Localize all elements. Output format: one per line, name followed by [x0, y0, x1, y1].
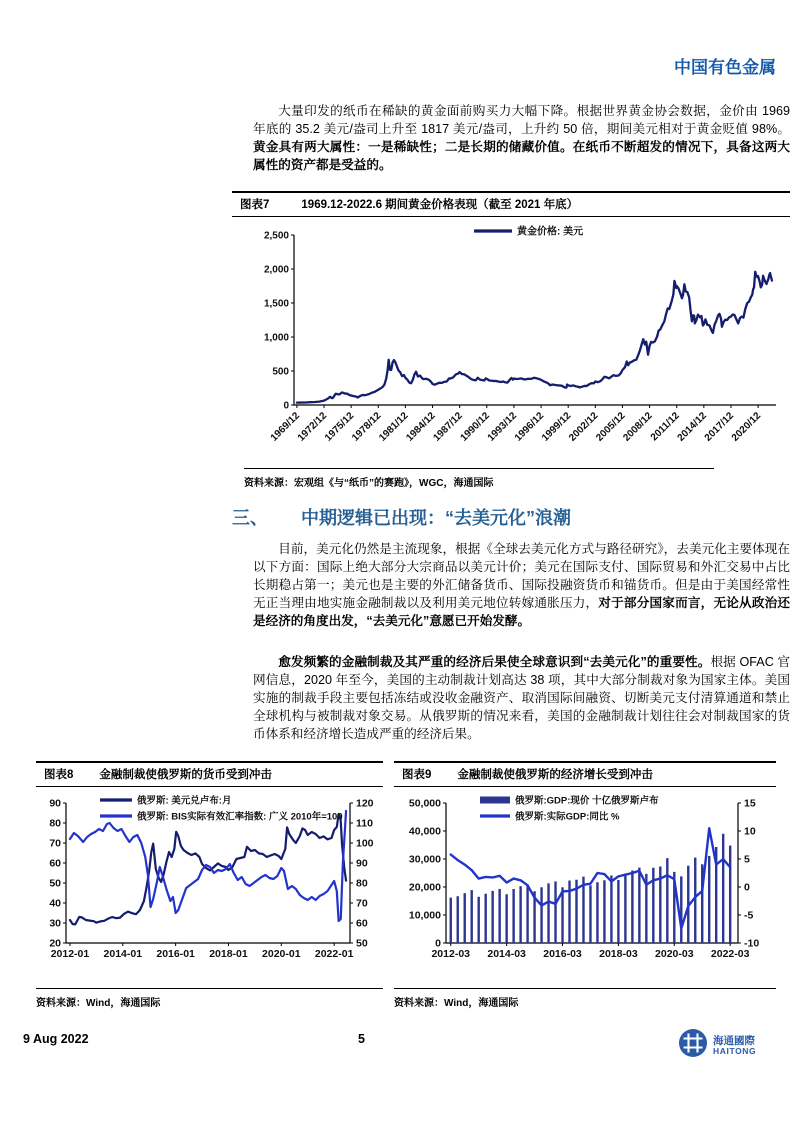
- svg-text:2012-01: 2012-01: [50, 948, 90, 960]
- haitong-logo-text-cn: 海通國際: [713, 1034, 755, 1047]
- svg-text:俄罗斯:GDP:现价 十亿俄罗斯卢布: 俄罗斯:GDP:现价 十亿俄罗斯卢布: [515, 795, 659, 807]
- figure-9-source: 资料来源：Wind，海通国际: [394, 988, 776, 1009]
- footer-date: 9 Aug 2022: [23, 1032, 89, 1046]
- svg-text:0: 0: [283, 400, 289, 412]
- svg-text:30,000: 30,000: [408, 853, 441, 866]
- svg-text:2014-01: 2014-01: [103, 948, 143, 960]
- svg-text:2016-01: 2016-01: [156, 948, 195, 960]
- svg-text:1969/12: 1969/12: [268, 410, 303, 444]
- svg-text:80: 80: [356, 877, 368, 890]
- svg-text:40,000: 40,000: [408, 825, 441, 838]
- ruble-fx-chart: [36, 791, 383, 986]
- svg-text:10: 10: [744, 825, 756, 838]
- paragraph-gold-intro: 大量印发的纸币在稀缺的黄金面前购买力大幅下降。根据世界黄金协会数据，金价由 1969 年底的 35.2 美元/盎司上升至 1817 美元/盎司，上升约 50 倍，期间美元相对于黄金贬值 98%。黄金具有两大属性：一是稀缺性；二是长期的储藏价值。在纸币不断超发的情况下，具备这两大属性的资产都是受益的。: [253, 104, 790, 172]
- svg-text:70: 70: [356, 897, 368, 910]
- svg-text:-10: -10: [744, 937, 760, 950]
- svg-text:2016-03: 2016-03: [543, 948, 582, 960]
- svg-text:20: 20: [49, 937, 61, 950]
- figure-8-source: 资料来源：Wind，海通国际: [36, 988, 383, 1009]
- svg-text:2012-03: 2012-03: [431, 948, 471, 960]
- figure-7-caption: [232, 191, 790, 217]
- svg-text:1984/12: 1984/12: [404, 410, 438, 444]
- section-title: 中期逻辑已出现：“去美元化”浪潮: [301, 508, 571, 528]
- svg-text:20,000: 20,000: [408, 881, 441, 894]
- svg-text:1,000: 1,000: [263, 332, 289, 344]
- russia-gdp-chart: [394, 791, 776, 986]
- svg-text:2014-03: 2014-03: [487, 948, 526, 960]
- figure-8-title: 金融制裁使俄罗斯的货币受到冲击: [99, 769, 272, 781]
- svg-text:50: 50: [356, 937, 368, 950]
- svg-text:2020-01: 2020-01: [262, 948, 301, 960]
- svg-text:2,000: 2,000: [263, 264, 289, 276]
- svg-text:俄罗斯: 美元兑卢布:月: 俄罗斯: 美元兑卢布:月: [137, 795, 232, 807]
- figure-9-label: 图表9: [402, 769, 432, 781]
- section-heading: [232, 504, 571, 530]
- figure-9: [394, 761, 776, 1009]
- svg-text:70: 70: [49, 837, 61, 850]
- svg-text:1999/12: 1999/12: [539, 410, 574, 444]
- svg-text:1981/12: 1981/12: [377, 410, 411, 444]
- haitong-logo-icon: [678, 1028, 708, 1063]
- svg-text:-5: -5: [744, 909, 754, 922]
- section-number: 三、: [232, 508, 268, 528]
- svg-text:0: 0: [435, 937, 441, 950]
- svg-text:10,000: 10,000: [408, 909, 441, 922]
- svg-text:50,000: 50,000: [408, 797, 441, 810]
- svg-text:2011/12: 2011/12: [648, 410, 682, 444]
- svg-text:2018-01: 2018-01: [209, 948, 248, 960]
- svg-text:1990/12: 1990/12: [458, 410, 492, 444]
- paragraph-sanctions: 愈发频繁的金融制裁及其严重的经济后果使全球意识到“去美元化”的重要性。根据 OFAC 官网信息，2020 年至今，美国的主动制裁计划高达 38 项，其中大部分制裁对象为国家主体。美国实施的制裁手段主要包括冻结或没收金融资产、取消国际间融资、切断美元支付清算通道和禁止全球机构与被制裁对象交易。从俄罗斯的情况来看，美国的金融制裁计划往往会对制裁国家的货币体系和经济增长造成严重的经济后果。: [253, 655, 791, 741]
- figure-9-title: 金融制裁使俄罗斯的经济增长受到冲击: [457, 769, 653, 781]
- svg-text:俄罗斯:实际GDP:同比 %: 俄罗斯:实际GDP:同比 %: [515, 811, 620, 823]
- svg-text:30: 30: [49, 917, 61, 930]
- svg-text:0: 0: [744, 881, 750, 894]
- figure-7: [232, 191, 790, 489]
- svg-text:2022-01: 2022-01: [314, 948, 354, 960]
- haitong-logo-text-en: HAITONG: [713, 1045, 757, 1056]
- svg-text:100: 100: [356, 837, 374, 850]
- figure-7-label: 图表7: [240, 199, 270, 211]
- svg-text:2018-03: 2018-03: [599, 948, 638, 960]
- gold-price-chart: [236, 221, 790, 466]
- svg-text:2022-03: 2022-03: [710, 948, 750, 960]
- svg-text:60: 60: [49, 857, 61, 870]
- svg-text:90: 90: [356, 857, 368, 870]
- svg-text:2005/12: 2005/12: [594, 410, 628, 444]
- svg-text:80: 80: [49, 817, 61, 830]
- svg-text:90: 90: [49, 797, 61, 810]
- figure-7-source: 资料来源：宏观组《与“纸币”的赛跑》，WGC，海通国际: [244, 468, 714, 489]
- figure-8: [36, 761, 383, 1009]
- svg-text:40: 40: [49, 897, 61, 910]
- figure-7-title: 1969.12-2022.6 期间黄金价格表现（截至 2021 年底）: [301, 199, 579, 211]
- paragraph-dedollarization: 目前，美元化仍然是主流现象，根据《全球去美元化方式与路径研究》，去美元化主要体现在以下方面：国际上绝大部分大宗商品以美元计价；美元在国际支付、国际贸易和外汇交易中占比长期稳占第一；美元也是主要的外汇储备货币、国际投融资货币和锚货币。但是由于美国经常性无正当理由地实施金融制裁以及利用美元地位转嫁通胀压力，对于部分国家而言，无论从政治还是经济的角度出发，“去美元化”意愿已开始发酵。: [253, 542, 791, 628]
- svg-text:1975/12: 1975/12: [322, 410, 357, 444]
- haitong-logo: [678, 1028, 756, 1063]
- svg-text:500: 500: [272, 366, 289, 378]
- footer-page-number: 5: [358, 1032, 365, 1046]
- svg-text:2008/12: 2008/12: [621, 410, 655, 444]
- svg-text:1996/12: 1996/12: [512, 410, 547, 444]
- figure-8-label: 图表8: [44, 769, 74, 781]
- figure-9-caption: [394, 761, 776, 787]
- svg-text:5: 5: [744, 853, 750, 866]
- svg-text:110: 110: [356, 817, 373, 830]
- svg-text:60: 60: [356, 917, 368, 930]
- figure-8-caption: [36, 761, 383, 787]
- svg-text:俄罗斯: BIS实际有效汇率指数: 广义 2010年=100: 俄罗斯: BIS实际有效汇率指数: 广义 2010年=100: [137, 811, 343, 823]
- svg-text:1,500: 1,500: [263, 298, 289, 310]
- svg-text:2017/12: 2017/12: [702, 410, 737, 444]
- svg-text:2020/12: 2020/12: [729, 410, 764, 444]
- svg-text:黄金价格: 美元: 黄金价格: 美元: [517, 226, 584, 238]
- svg-text:1987/12: 1987/12: [431, 410, 465, 444]
- report-brand-title: 中国有色金属: [674, 58, 776, 77]
- svg-text:2,500: 2,500: [263, 230, 289, 242]
- svg-text:15: 15: [744, 797, 756, 810]
- svg-text:2002/12: 2002/12: [567, 410, 601, 444]
- svg-text:2020-03: 2020-03: [655, 948, 694, 960]
- svg-text:120: 120: [356, 797, 374, 810]
- svg-text:50: 50: [49, 877, 61, 890]
- svg-text:1972/12: 1972/12: [295, 410, 330, 444]
- svg-text:2014/12: 2014/12: [675, 410, 709, 444]
- svg-text:1993/12: 1993/12: [485, 410, 520, 444]
- svg-text:1978/12: 1978/12: [350, 410, 384, 444]
